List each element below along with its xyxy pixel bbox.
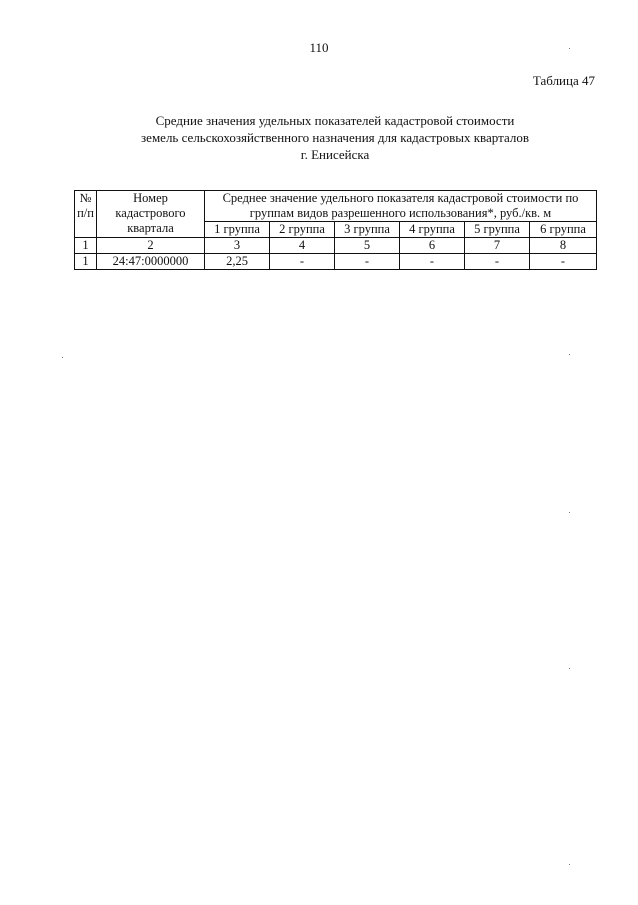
document-title (0, 112, 638, 163)
scan-speck (62, 357, 63, 358)
column-number: 5 (335, 238, 400, 254)
column-number: 1 (75, 238, 97, 254)
header-group-5: 5 группа (465, 222, 530, 238)
title-line-3: г. Енисейска (300, 147, 370, 162)
table-caption: Таблица 47 (532, 73, 595, 88)
column-number: 8 (530, 238, 597, 254)
header-group-3: 3 группа (335, 222, 400, 238)
scan-speck (569, 512, 570, 513)
header-group-4: 4 группа (400, 222, 465, 238)
row-group-6-value: - (530, 254, 597, 270)
column-number-row (75, 238, 597, 254)
column-number: 2 (97, 238, 205, 254)
header-avg: Среднее значение удельного показателя кадастровой стоимости по группам видов разрешенного использования*, руб./кв. м (205, 191, 597, 222)
row-group-5-value: - (465, 254, 530, 270)
header-num: № п/п (75, 191, 97, 238)
row-group-3-value: - (335, 254, 400, 270)
row-quarter: 24:47:0000000 (97, 254, 205, 270)
column-number: 3 (205, 238, 270, 254)
title-line-2: земель сельскохозяйственного назначения для кадастровых кварталов (141, 130, 529, 145)
column-number: 7 (465, 238, 530, 254)
header-row (75, 191, 597, 222)
row-group-2-value: - (270, 254, 335, 270)
scan-speck (569, 668, 570, 669)
scan-speck (569, 354, 570, 355)
scan-speck (569, 864, 570, 865)
page-number: 110 (309, 40, 329, 55)
column-number: 4 (270, 238, 335, 254)
row-group-4-value: - (400, 254, 465, 270)
cadastral-value-table (74, 190, 597, 270)
header-group-6: 6 группа (530, 222, 597, 238)
header-group-2: 2 группа (270, 222, 335, 238)
table-row (75, 254, 597, 270)
scan-speck (569, 48, 570, 49)
row-num: 1 (75, 254, 97, 270)
row-group-1-value: 2,25 (205, 254, 270, 270)
column-number: 6 (400, 238, 465, 254)
header-quarter: Номер кадастрового квартала (97, 191, 205, 238)
header-group-1: 1 группа (205, 222, 270, 238)
title-line-1: Средние значения удельных показателей кадастровой стоимости (155, 113, 515, 128)
